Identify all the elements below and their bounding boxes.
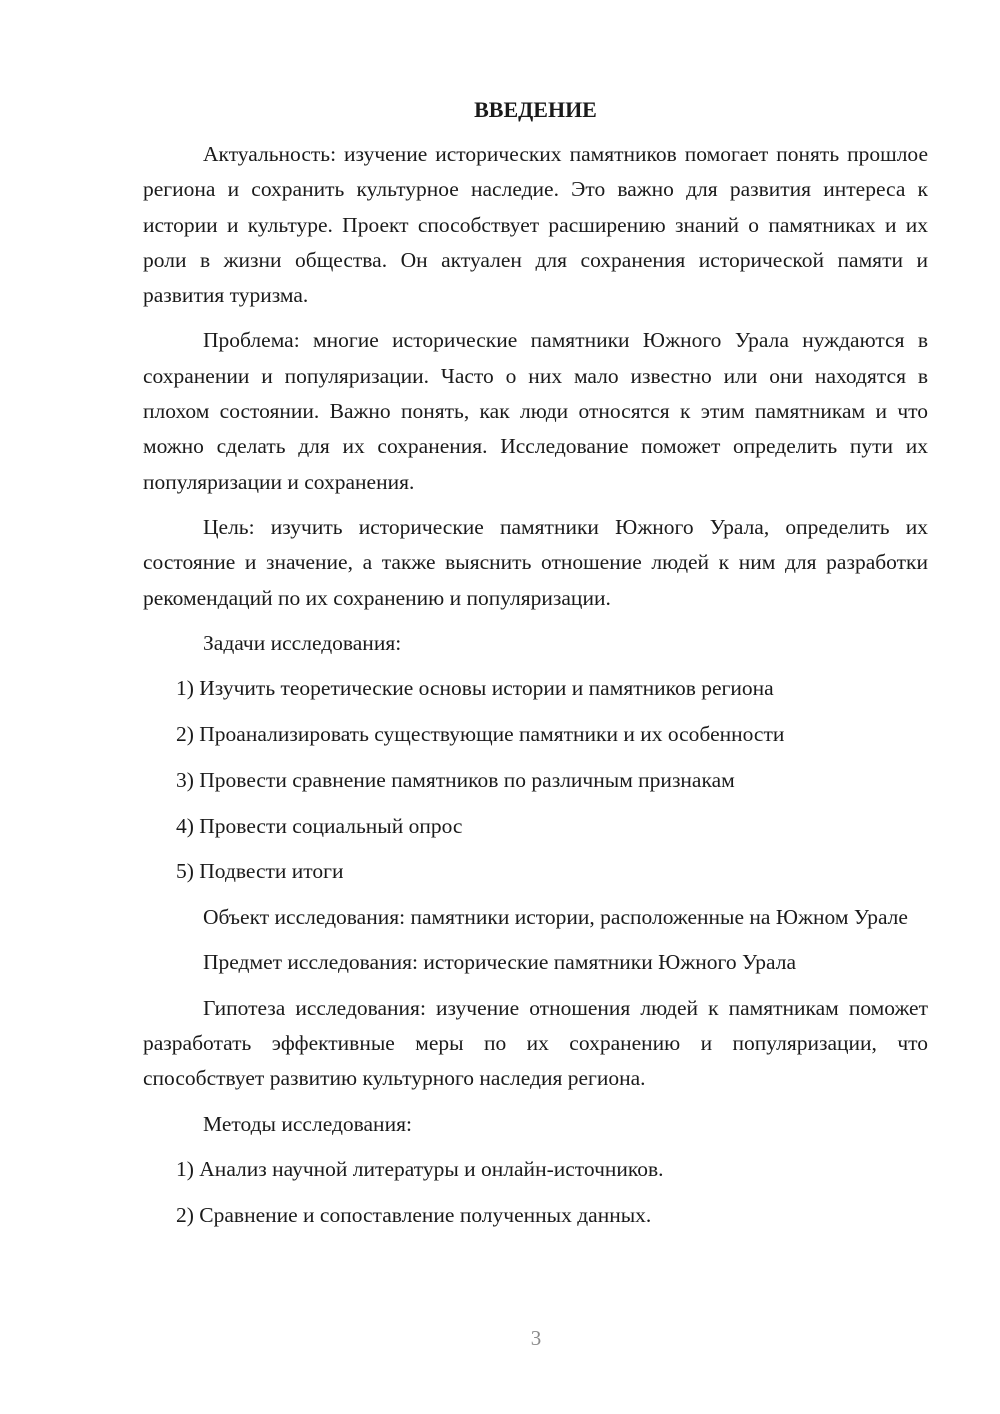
tasks-heading: Задачи исследования:	[203, 630, 402, 655]
relevance-paragraph: Актуальность: изучение исторических памятников помогает понять прошлое региона и сохранить культурное наследие. Это важно для развития интереса к истории и культуре. Проект способствует расширению знаний о памятниках и их роли в жизни общества. Он актуален для сохранения исторической памяти и развития туризма.	[143, 142, 928, 308]
list-item: 5) Подвести итоги	[176, 859, 344, 884]
subject-paragraph: Предмет исследования: исторические памятники Южного Урала	[203, 950, 797, 975]
goal-paragraph: Цель: изучить исторические памятники Южного Урала, определить их состояние и значение, а также выяснить отношение людей к ним для разработки рекомендаций по их сохранению и популяризации.	[143, 514, 928, 610]
list-item: 2) Сравнение и сопоставление полученных данных.	[176, 1202, 652, 1227]
page-number: 3	[530, 1326, 542, 1350]
page-title: ВВЕДЕНИЕ	[474, 97, 597, 122]
object-paragraph: Объект исследования: памятники истории, расположенные на Южном Урале	[203, 905, 908, 930]
list-item: 2) Проанализировать существующие памятники и их особенности	[176, 721, 785, 746]
tasks-list	[143, 671, 928, 889]
methods-list	[143, 1152, 928, 1233]
document-page	[143, 92, 928, 1244]
hypothesis-paragraph: Гипотеза исследования: изучение отношения людей к памятникам поможет разработать эффективные меры по их сохранению и популяризации, что способствует развитию культурного наследия региона.	[143, 995, 928, 1091]
methods-heading: Методы исследования:	[203, 1111, 412, 1136]
list-item: 1) Анализ научной литературы и онлайн-источников.	[176, 1156, 664, 1181]
list-item: 3) Провести сравнение памятников по различным признакам	[176, 767, 735, 792]
list-item: 1) Изучить теоретические основы истории и памятников региона	[176, 676, 774, 701]
problem-paragraph: Проблема: многие исторические памятники Южного Урала нуждаются в сохранении и популяризации. Часто о них мало известно или они находятся в плохом состоянии. Важно понять, как люди относятся к этим памятникам и что можно сделать для их сохранения. Исследование поможет определить пути их популяризации и сохранения.	[143, 328, 928, 494]
list-item: 4) Провести социальный опрос	[176, 813, 463, 838]
